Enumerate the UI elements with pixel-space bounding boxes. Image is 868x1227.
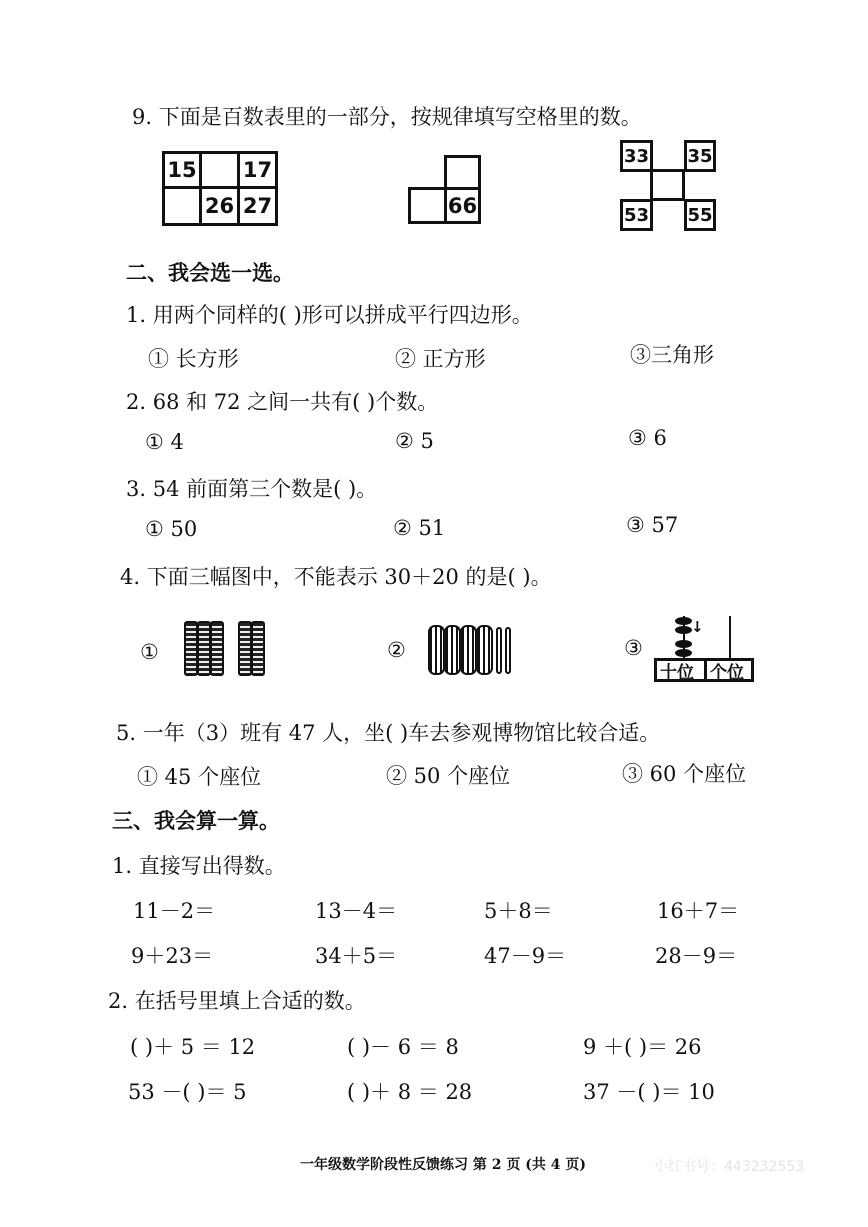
calc-question-1: 1. 直接写出得数。 [112,854,286,878]
choice-question-1: 1. 用两个同样的( )形可以拼成平行四边形。 [126,303,533,327]
fill-blank-item[interactable]: 37 －( )＝ 10 [583,1080,715,1104]
choice-question-5: 5. 一年（3）班有 47 人，坐( )车去参观博物馆比较合适。 [116,721,661,745]
fill-blank-item[interactable]: ( )＋ 8 ＝ 28 [347,1080,473,1104]
calc-item[interactable]: 16＋7＝ [657,899,740,923]
arrow-down-icon: ↓ [691,618,704,636]
tens-place-label: 十位 [660,663,694,683]
option-b[interactable]: ② 5 [395,429,434,453]
choice-question-2: 2. 68 和 72 之间一共有( )个数。 [126,390,439,414]
option-c[interactable]: ③ 57 [626,513,679,537]
section-2-heading: 二、我会选一选。 [126,260,294,285]
grid-cell-blank[interactable] [162,186,202,226]
option-a-label[interactable]: ① [140,640,159,664]
section-3-heading: 三、我会算一算。 [112,808,280,833]
fill-blank-item[interactable]: 9 ＋( )＝ 26 [583,1035,702,1059]
grid-cell: 17 [237,151,278,189]
grid-cell-blank[interactable] [408,187,447,224]
question-9-text: 9. 下面是百数表里的一部分，按规律填写空格里的数。 [132,105,642,129]
grid-cell: 55 [684,199,716,231]
fill-blank-item[interactable]: 53 －( )＝ 5 [128,1080,247,1104]
option-c[interactable]: ③三角形 [630,343,714,367]
grid-cell: 15 [162,151,202,189]
page-footer: 一年级数学阶段性反馈练习 第 2 页 (共 4 页) [300,1157,586,1173]
calc-item[interactable]: 9＋23＝ [131,944,214,968]
calc-item[interactable]: 13－4＝ [315,899,398,923]
choice-question-4: 4. 下面三幅图中，不能表示 30＋20 的是( )。 [120,565,552,589]
grid-cell-blank[interactable] [444,155,481,190]
option-b[interactable]: ② 正方形 [395,347,486,371]
calc-item[interactable]: 34＋5＝ [315,944,398,968]
calc-item[interactable]: 28－9＝ [655,944,738,968]
option-c[interactable]: ③ 6 [628,426,667,450]
fill-blank-item[interactable]: ( )－ 6 ＝ 8 [347,1035,459,1059]
option-b[interactable]: ② 50 个座位 [386,764,511,788]
grid-cell: 33 [620,140,653,172]
option-b[interactable]: ② 51 [393,516,446,540]
watermark: 小红书号：443232553 [654,1159,805,1175]
calc-item[interactable]: 47－9＝ [484,944,567,968]
option-a[interactable]: ① 4 [145,430,184,454]
grid-cell: 66 [444,187,481,224]
calc-item[interactable]: 11－2＝ [133,899,216,923]
option-c[interactable]: ③ 60 个座位 [622,762,747,786]
option-b-label[interactable]: ② [387,638,406,662]
choice-question-3: 3. 54 前面第三个数是( )。 [126,477,378,501]
grid-cell-blank[interactable] [199,151,240,189]
option-a[interactable]: ① 长方形 [148,347,239,371]
grid-cell-blank[interactable] [650,169,685,201]
grid-cell: 35 [684,140,716,172]
option-a[interactable]: ① 50 [145,517,198,541]
grid-cell: 27 [237,186,278,226]
calc-question-2: 2. 在括号里填上合适的数。 [108,989,366,1013]
ones-place-label: 个位 [710,663,744,683]
grid-cell: 26 [199,186,240,226]
calc-item[interactable]: 5＋8＝ [484,899,553,923]
option-a[interactable]: ① 45 个座位 [137,765,262,789]
option-c-label[interactable]: ③ [624,636,643,660]
fill-blank-item[interactable]: ( )＋ 5 ＝ 12 [130,1035,256,1059]
grid-cell: 53 [620,199,653,231]
